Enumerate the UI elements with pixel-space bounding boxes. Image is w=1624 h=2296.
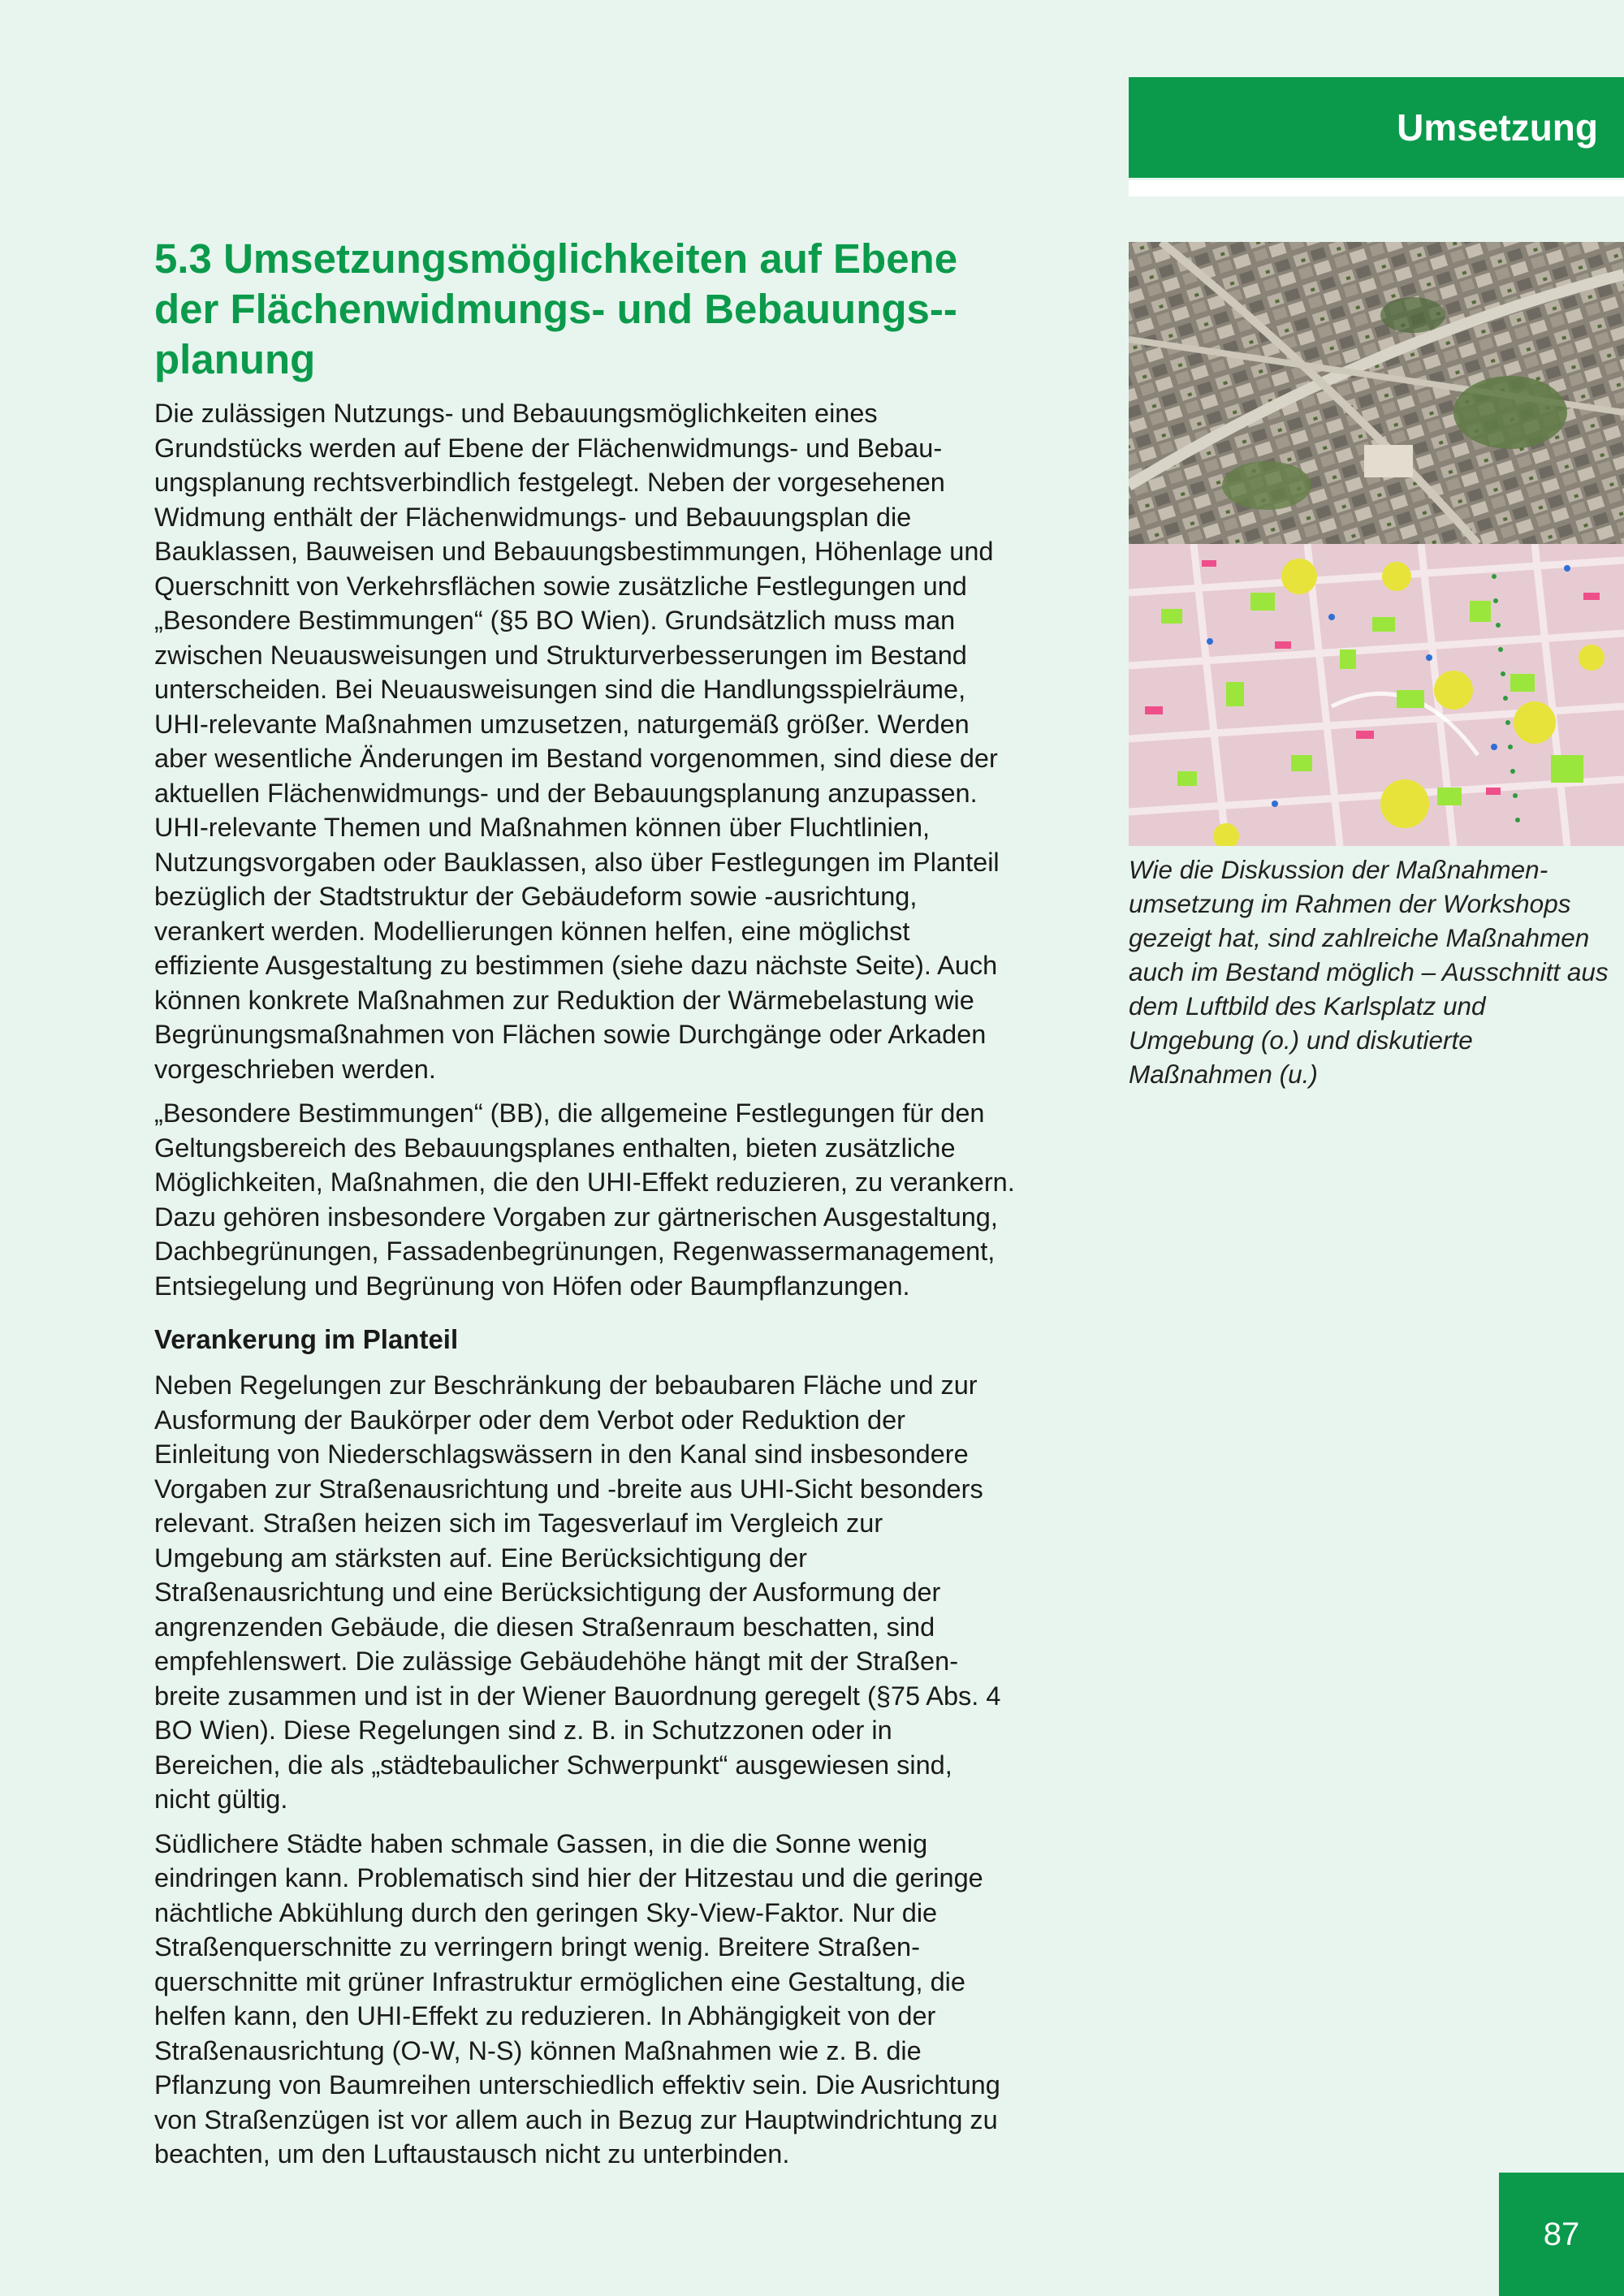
body-paragraph-1: Die zulässigen Nutzungs- und Bebauungsmöglichkeiten eines Grundstücks werden auf Ebene der Flächenwidmungs- und Bebauungsplanung rechtsverbindlich festgelegt. Neben der vorgesehenen Widmung enthält der Flächenwidmungs- und Bebauungsplan die Bauklassen, Bauweisen und Bebauungsbestimmungen, Höhenlage und Querschnitt von Verkehrsflächen sowie zusätzliche Festlegungen und „Besondere Bestimmungen“ (§5 BO Wien). Grundsätzlich muss man zwischen Neuausweisungen und Strukturverbesserungen im Bestand unterscheiden. Bei Neuausweisungen sind die Handlungsspielräume, UHI-relevante Maßnahmen umzusetzen, naturgemäß größer. Werden aber wesentliche Änderungen im Bestand vorgenommen, sind diese der aktuellen Flächenwidmungs- und der Bebauungsplanung anzupassen. UHI-relevante Themen und Maßnahmen können über Fluchtlinien, Nutzungsvorgaben oder Bauklassen, also über Festlegungen im Planteil bezüglich der Stadtstruktur der Gebäudeform sowie -ausrichtung, verankert werden. Modellierungen können helfen, eine möglichst effiziente Ausgestaltung zu bestimmen (siehe dazu nächste Seite). Auch können konkrete Maßnahmen zur Reduktion der Wärmebelastung wie Begrünungsmaßnahmen von Flächen sowie Durchgänge oder Arkaden vorgeschrieben werden.	[154, 399, 1000, 1084]
page-number-box	[1499, 2173, 1624, 2296]
page-number: 87	[1543, 2216, 1580, 2252]
section-header-tab	[1129, 77, 1624, 178]
image-caption: Wie die Diskussion der Maßnahmenumsetzung im Rahmen der Workshops gezeigt hat, sind zahlreiche Maßnahmen auch im Bestand möglich – Ausschnitt aus dem Luftbild des Karlsplatz und Umgebung (o.) und diskutierte Maßnahmen (u.)	[1129, 855, 1609, 1089]
image-column	[1129, 242, 1624, 846]
subheading: Verankerung im Planteil	[154, 1324, 459, 1354]
main-column	[154, 234, 1015, 2182]
aerial-photo-karlsplatz	[1129, 242, 1624, 544]
body-paragraph-2: „Besondere Bestimmungen“ (BB), die allgemeine Festlegungen für den Geltungsbereich des Bebauungsplanes enthalten, bieten zusätzliche Möglichkeiten, Maßnahmen, die den UHI-Effekt reduzieren, zu verankern. Dazu gehören insbesondere Vorgaben zur gärtnerischen Ausgestaltung, Dachbegrünungen, Fassadenbegrünungen, Regenwassermanagement, Entsiegelung und Begrünung von Höfen oder Baumpflanzungen.	[154, 1098, 1015, 1301]
section-title: Umsetzung	[1397, 106, 1598, 149]
body-paragraph-4: Südlichere Städte haben schmale Gassen, in die die Sonne wenig eindringen kann. Problematisch sind hier der Hitzestau und die geringe nächtliche Abkühlung durch den geringen Sky-View-Faktor. Nur die Straßenquerschnitte zu verringern bringt wenig. Breitere Straßenquerschnitte mit grüner Infrastruktur ermöglichen eine Gestaltung, die helfen kann, den UHI-Effekt zu reduzieren. In Abhängigkeit von der Straßenausrichtung (O-W, N-S) können Maßnahmen wie z. B. die Pflanzung von Baumreihen unterschiedlich effektiv sein. Die Ausrichtung von Straßenzügen ist vor allem auch in Bezug zur Hauptwindrichtung zu beachten, um den Luftaustausch nicht zu unterbinden.	[154, 1828, 1000, 2169]
section-tab-underline	[1129, 180, 1624, 196]
body-paragraph-3: Neben Regelungen zur Beschränkung der bebaubaren Fläche und zur Ausformung der Baukörper oder dem Verbot oder Reduktion der Einleitung von Niederschlagswässern in den Kanal sind insbesondere Vorgaben zur Straßenausrichtung und -breite aus UHI-Sicht besonders relevant. Straßen heizen sich im Tagesverlauf im Vergleich zur Umgebung am stärksten auf. Eine Berücksichtigung der Straßenausrichtung und eine Berücksichtigung der Ausformung der angrenzenden Gebäude, die diesen Straßenraum beschatten, sind empfehlenswert. Die zulässige Gebäudehöhe hängt mit der Straßenbreite zusammen und ist in der Wiener Bauordnung geregelt (§75 Abs. 4 BO Wien). Diese Regelungen sind z. B. in Schutzzonen oder in Bereichen, die als „städtebaulicher Schwerpunkt“ ausgewiesen sind, nicht gültig.	[154, 1370, 1001, 1814]
page-title: 5.3 Umsetzungsmöglichkeiten auf Ebene der Flächenwidmungs- und Bebauungs-planung	[154, 235, 958, 382]
workshop-measures-map	[1129, 544, 1624, 846]
